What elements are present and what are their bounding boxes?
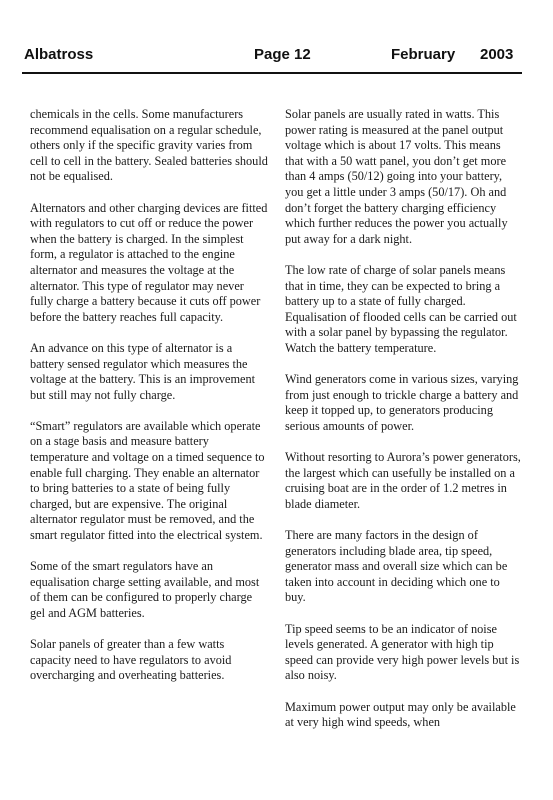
paragraph: An advance on this type of alternator is a battery sensed regulator which measures the voltage at the battery. This is an improvement but still may not fully charge. [30,340,256,402]
paragraph: Alternators and other charging devices are fitted with regulators to cut off or reduce the power when the battery is charged. In the simplest form, a regulator is attached to the engine alternator and measures the voltage at the alternator. This type of regulator may never fully charge a battery because it cuts off power before the battery reaches full capacity. [30,200,268,324]
paragraph: There are many factors in the design of generators including blade area, tip speed, generator mass and overall size which can be taken into account in deciding which one to buy. [285,528,508,605]
newsletter-title: Albatross [24,46,94,63]
issue-year: 2003 [480,46,514,63]
paragraph: Solar panels of greater than a few watts capacity need to have regulators to avoid overcharging and overheating batteries. [30,637,232,683]
paragraph: The low rate of charge of solar panels means that in time, they can be expected to bring a battery up to a state of fully charged. Equalisation of flooded cells can be carried out with a solar panel by bypassing the regulator. Watch the battery temperature. [285,262,517,355]
header-rule [22,72,522,74]
paragraph: Maximum power output may only be available at very high wind speeds, when [285,699,516,730]
paragraph: chemicals in the cells. Some manufacturers recommend equalisation on a regular schedule, others only if the specific gravity varies from cell to cell in the battery. Sealed batteries should not be equalised. [30,107,268,184]
paragraph: “Smart” regulators are available which operate on a stage basis and measure battery temperature and voltage on a timed sequence to enable full charging. They enable an alternator to bring batteries to a state of being fully charged, but are expensive. The original alternator regulator must be removed, and the smart regulator fitted into the electrical system. [30,418,265,543]
paragraph: Some of the smart regulators have an equalisation charge setting available, and most of them can be configured to properly charge gel and AGM batteries. [30,559,260,620]
page-header [22,44,520,68]
paragraph: Solar panels are usually rated in watts. This power rating is measured at the panel output voltage which is about 17 volts. This means that with a 50 watt panel, you don’t get more than 4 amps (50/12) going into your battery, you get a little under 3 amps (50/17). Oh and don’t forget the battery charging efficiency which further reduces the power you actually put away for a dark night. [285,107,508,246]
page-number: Page 12 [254,46,311,63]
paragraph: Wind generators come in various sizes, varying from just enough to trickle charge a battery and keep it topped up, to generators producing serious amounts of power. [285,372,519,433]
issue-month: February [391,46,456,63]
right-column [285,107,521,746]
paragraph: Tip speed seems to be an indicator of noise levels generated. A generator with high tip speed can provide very high power levels but is also noisy. [285,621,520,683]
paragraph: Without resorting to Aurora’s power generators, the largest which can usefully be installed on a cruising boat are in the order of 1.2 metres in blade diameter. [285,450,521,511]
left-column [30,107,268,700]
